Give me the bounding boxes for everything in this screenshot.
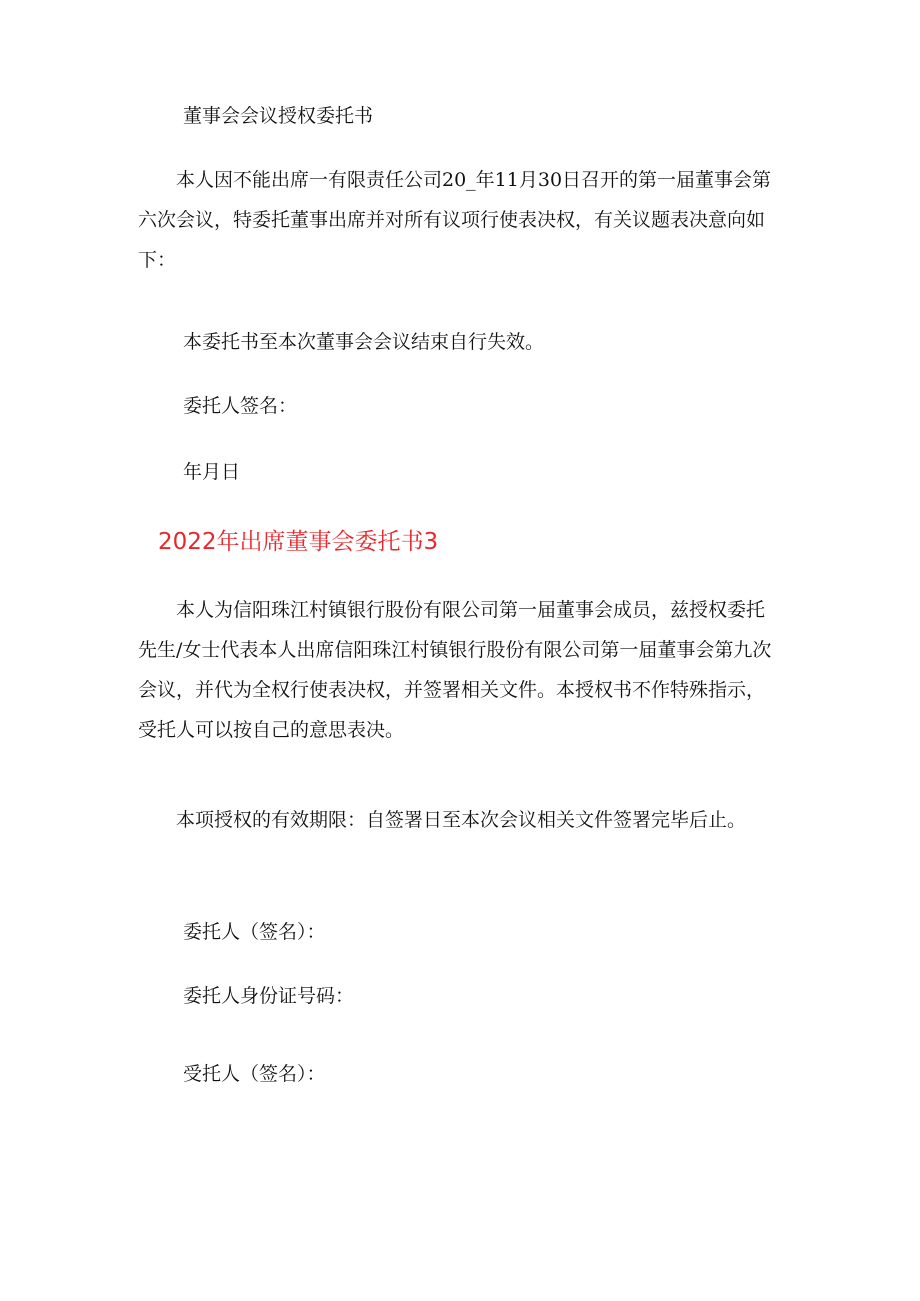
agent-signature-line: 受托人（签名）： <box>183 1063 326 1085</box>
section2-paragraph-1: 本人为信阳珠江村镇银行股份有限公司第一届董事会成员，兹授权委托先生/女士代表本人出席信阳珠江村镇银行股份有限公司第一届董事会第九次会议，并代为全权行使表决权，并签署相关文件。本授权书不作特殊指示，受托人可以按自己的意思表决。 <box>138 599 772 741</box>
principal-id-line: 委托人身份证号码： <box>183 985 355 1007</box>
section1-title: 董事会会议授权委托书 <box>183 105 374 127</box>
section2-paragraph-2: 本项授权的有效期限：自签署日至本次会议相关文件签署完毕后止。 <box>176 809 747 831</box>
section1-paragraph-1: 本人因不能出席一有限责任公司20_年11月30日召开的第一届董事会第六次会议，特委托董事出席并对所有议项行使表决权，有关议题表决意向如下： <box>138 169 772 271</box>
principal-signature-line: 委托人（签名）： <box>183 921 326 943</box>
section1-date-line: 年月日 <box>183 461 241 483</box>
section1-signature-line: 委托人签名： <box>183 395 298 417</box>
section2-heading: 2022年出席董事会委托书3 <box>158 529 439 555</box>
section1-paragraph-2: 本委托书至本次董事会会议结束自行失效。 <box>183 331 545 353</box>
